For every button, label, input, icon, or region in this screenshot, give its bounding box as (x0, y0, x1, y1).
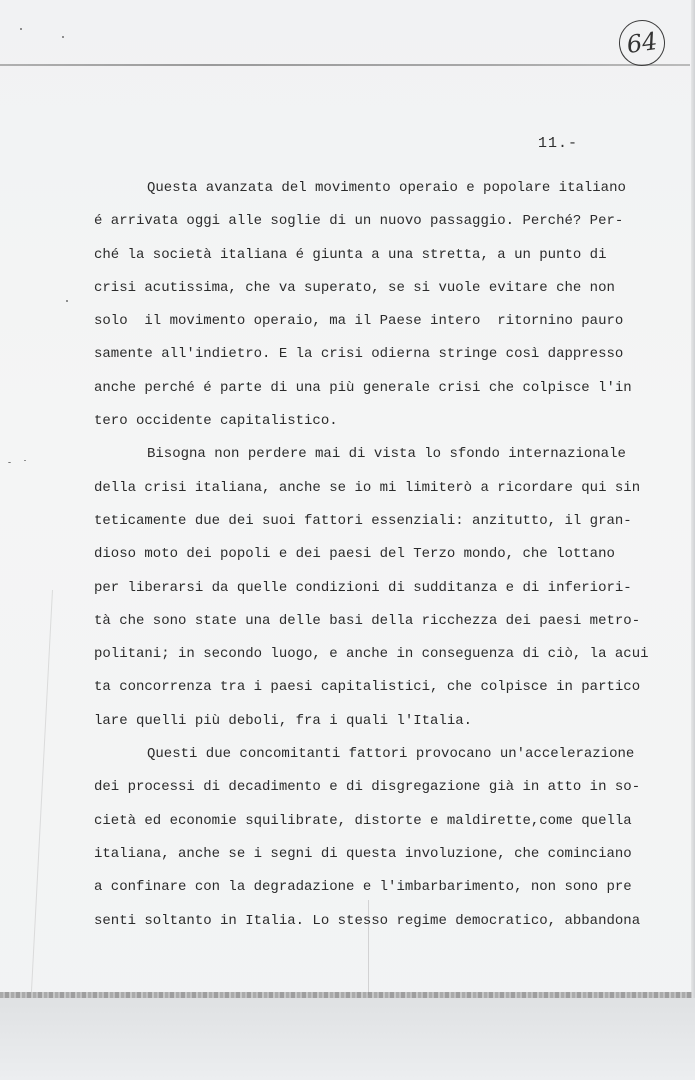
text-line-6: samente all'indietro. E la crisi odierna stringe così dappresso (94, 346, 624, 363)
text-line-22: a confinare con la degradazione e l'imbarbarimento, non sono pre (94, 879, 632, 896)
text-line-14: tà che sono state una delle basi della ricchezza dei paesi metro- (94, 612, 641, 629)
text-line-12: dioso moto dei popoli e dei paesi del Terzo mondo, che lottano (94, 546, 615, 563)
margin-pencil-line (31, 590, 53, 999)
scan-speck (62, 36, 64, 38)
text-line-13: per liberarsi da quelle condizioni di sudditanza e di inferiori- (94, 579, 632, 596)
top-scan-edge (0, 64, 690, 66)
text-line-17: lare quelli più deboli, fra i quali l'Italia. (94, 712, 473, 729)
text-line-23: senti soltanto in Italia. Lo stesso regime democratico, abbandona (94, 912, 641, 929)
page-number-stamp (616, 17, 668, 69)
text-line-21: italiana, anche se i segni di questa involuzione, che cominciano (94, 845, 632, 862)
right-scan-edge (691, 0, 695, 1080)
text-line-10: della crisi italiana, anche se io mi limiterò a ricordare qui sin (94, 479, 641, 496)
text-line-1: Questa avanzata del movimento operaio e popolare italiano (147, 180, 626, 196)
text-line-19: dei processi di decadimento e di disgregazione già in atto in so- (94, 779, 641, 796)
text-line-18: Questi due concomitanti fattori provocano un'accelerazione (147, 746, 635, 763)
text-line-9: Bisogna non perdere mai di vista lo sfondo internazionale (147, 446, 626, 463)
scan-speck (8, 462, 11, 463)
bottom-scan-shadow (0, 998, 695, 1080)
text-line-16: ta concorrenza tra i paesi capitalistici, che colpisce in partico (94, 679, 641, 696)
scan-speck (20, 28, 22, 30)
text-line-3: ché la società italiana é giunta a una stretta, a un punto di (94, 246, 607, 263)
text-line-7: anche perché é parte di una più generale crisi che colpisce l'in (94, 379, 632, 396)
text-line-11: teticamente due dei suoi fattori essenziali: anzitutto, il gran- (94, 512, 632, 529)
stamp-number: 64 (624, 27, 660, 59)
text-line-2: é arrivata oggi alle soglie di un nuovo passaggio. Perché? Per- (94, 213, 624, 230)
scan-speck (24, 460, 26, 461)
page-number: 11.- (538, 135, 579, 152)
text-line-4: crisi acutissima, che va superato, se si vuole evitare che non (94, 279, 615, 296)
scan-speck (66, 300, 68, 302)
text-line-5: solo il movimento operaio, ma il Paese intero ritornino pauro (94, 313, 624, 330)
text-line-20: cietà ed economie squilibrate, distorte e maldirette,come quella (94, 812, 632, 829)
text-line-15: politani; in secondo luogo, e anche in conseguenza di ciò, la acui (94, 646, 649, 663)
typed-body-text (94, 172, 654, 938)
text-line-8: tero occidente capitalistico. (94, 413, 338, 430)
